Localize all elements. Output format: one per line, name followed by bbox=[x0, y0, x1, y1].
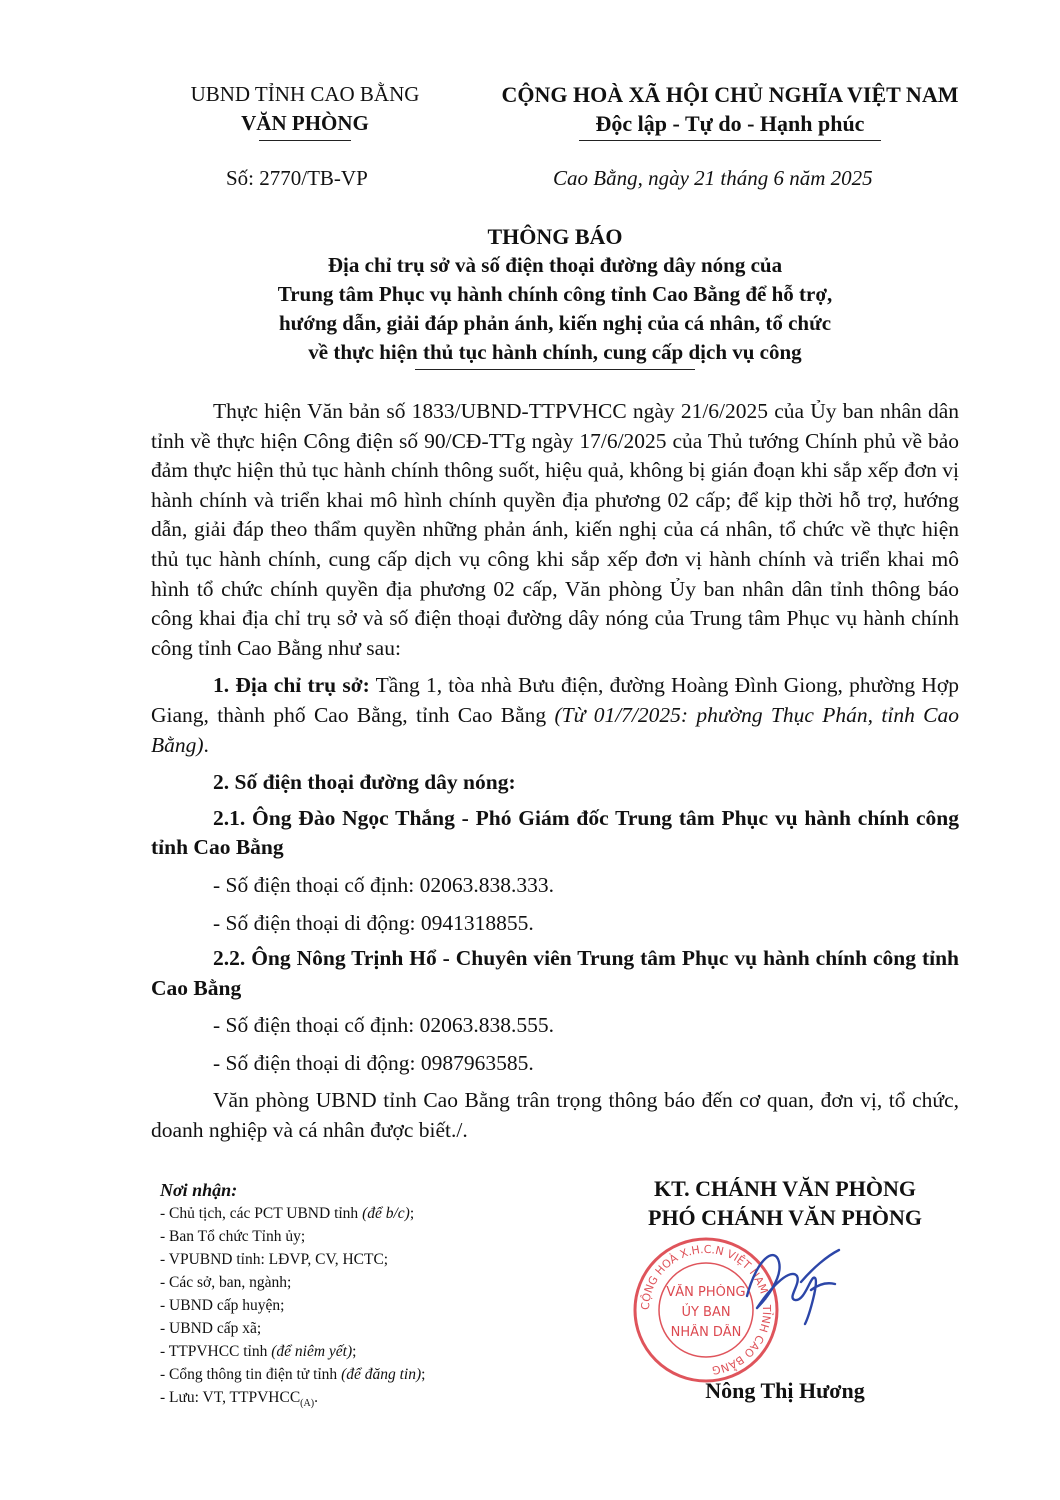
address-note: (Từ 01/7/2025: phường Thục Phán, tỉnh Cao Bằng) bbox=[151, 702, 959, 757]
nation-title: CỘNG HOÀ XÃ HỘI CHỦ NGHĨA VIỆT NAM bbox=[501, 82, 959, 107]
signer-name: Nông Thị Hương bbox=[705, 1378, 865, 1403]
recipient-item: - Chủ tịch, các PCT UBND tỉnh (để b/c); bbox=[160, 1205, 415, 1222]
document-number: Số: 2770/TB-VP bbox=[226, 166, 368, 190]
seal-center-line-1: VĂN PHÒNG bbox=[666, 1285, 746, 1300]
title-underline bbox=[415, 369, 695, 370]
handwritten-signature-icon bbox=[735, 1238, 845, 1328]
document-date: Cao Bằng, ngày 21 tháng 6 năm 2025 bbox=[553, 166, 873, 190]
address-label: 1. Địa chỉ trụ sở: bbox=[213, 673, 370, 698]
contact-1-fixed-phone: - Số điện thoại cố định: 02063.838.333. bbox=[213, 872, 554, 897]
recipient-item: - Cổng thông tin điện tử tỉnh (để đăng tin); bbox=[160, 1366, 426, 1383]
recipients-list bbox=[160, 1178, 540, 1415]
document-type: THÔNG BÁO bbox=[487, 224, 623, 249]
recipient-item: - UBND cấp xã; bbox=[160, 1320, 262, 1337]
contact-2-fixed-phone: - Số điện thoại cố định: 02063.838.555. bbox=[213, 1013, 554, 1038]
seal-center-line-3: NHÂN DÂN bbox=[670, 1325, 742, 1340]
office-name: VĂN PHÒNG bbox=[241, 111, 369, 135]
recipient-item: - Lưu: VT, $TTPVHCC_{(A)}$. bbox=[160, 1389, 318, 1410]
title-line-3: hướng dẫn, giải đáp phản ánh, kiến nghị của cá nhân, tổ chức bbox=[278, 311, 832, 335]
recipient-item: - VPUBND tỉnh: LĐVP, CV, HCTC; bbox=[160, 1251, 389, 1268]
recipients-heading: Nơi nhận: bbox=[160, 1180, 238, 1200]
recipient-item: - TTPVHCC tỉnh (để niêm yết); bbox=[160, 1343, 357, 1360]
contact-1-heading: 2.1. Ông Đào Ngọc Thắng - Phó Giám đốc Trung tâm Phục vụ hành chính công tỉnh Cao Bằng bbox=[151, 805, 959, 860]
closing-paragraph: Văn phòng UBND tỉnh Cao Bằng trân trọng thông báo đến cơ quan, đơn vị, tổ chức, doanh nghiệp và cá nhân được biết./. bbox=[151, 1088, 959, 1143]
seal-center-line-2: ỦY BAN bbox=[681, 1305, 731, 1320]
title-line-4: về thực hiện thủ tục hành chính, cung cấp dịch vụ công bbox=[308, 340, 802, 364]
motto-underline bbox=[579, 140, 881, 141]
contact-2-mobile-phone: - Số điện thoại di động: 0987963585. bbox=[213, 1050, 534, 1075]
document-body bbox=[151, 397, 959, 1146]
title-line-2: Trung tâm Phục vụ hành chính công tỉnh Cao Bằng để hỗ trợ, bbox=[277, 282, 833, 306]
address-paragraph bbox=[151, 671, 959, 760]
agency-name: UBND TỈNH CAO BẰNG bbox=[190, 82, 420, 106]
recipient-item: - Các sở, ban, ngành; bbox=[160, 1274, 292, 1291]
recipient-item: - Ban Tổ chức Tỉnh ủy; bbox=[160, 1228, 306, 1245]
nation-motto: Độc lập - Tự do - Hạnh phúc bbox=[595, 111, 865, 136]
signature-title: PHÓ CHÁNH VĂN PHÒNG bbox=[648, 1205, 922, 1230]
hotline-heading: 2. Số điện thoại đường dây nóng: bbox=[213, 770, 516, 795]
national-header bbox=[470, 80, 990, 141]
title-line-1: Địa chỉ trụ sở và số điện thoại đường dây nóng của bbox=[327, 253, 783, 277]
signature-block bbox=[600, 1174, 970, 1232]
recipient-item: - UBND cấp huyện; bbox=[160, 1297, 285, 1314]
title-block bbox=[150, 222, 960, 370]
agency-underline bbox=[259, 140, 351, 141]
contact-1-mobile-phone: - Số điện thoại di động: 0941318855. bbox=[213, 910, 534, 935]
agency-header bbox=[160, 80, 450, 141]
address-text: Tầng 1, tòa nhà Bưu điện, đường Hoàng Đình Giong, phường Hợp Giang, thành phố Cao Bằng, tỉnh Cao Bằng bbox=[151, 673, 959, 727]
contact-2-heading: 2.2. Ông Nông Trịnh Hổ - Chuyên viên Trung tâm Phục vụ hành chính công tỉnh Cao Bằng bbox=[151, 946, 959, 1000]
intro-paragraph: Thực hiện Văn bản số 1833/UBND-TTPVHCC ngày 21/6/2025 của Ủy ban nhân dân tỉnh về thực hiện Công điện số 90/CĐ-TTg ngày 17/6/2025 của Thủ tướng Chính phủ về bảo đảm thực hiện thủ tục hành chính thông suốt, hiệu quả, không bị gián đoạn khi sắp xếp đơn vị hành chính và triển khai mô hình chính quyền địa phương 02 cấp; để kịp thời hỗ trợ, hướng dẫn, giải đáp theo thẩm quyền những phản ánh, kiến nghị của cá nhân, tổ chức về thực hiện thủ tục hành chính, cung cấp dịch vụ công khi sắp xếp đơn vị hành chính và triển khai mô hình tổ chức chính quyền địa phương 02 cấp, Văn phòng Ủy ban nhân dân tỉnh thông báo công khai địa chỉ trụ sở và số điện thoại đường dây nóng của Trung tâm Phục vụ hành chính công tỉnh Cao Bằng như sau: bbox=[151, 399, 959, 660]
seal-ring-text: CỘNG HOÀ X.H.C.N VIỆT NAM · TỈNH CAO BẰNG bbox=[638, 1242, 774, 1377]
signature-authority: KT. CHÁNH VĂN PHÒNG bbox=[654, 1176, 916, 1201]
address-end: . bbox=[203, 732, 209, 757]
